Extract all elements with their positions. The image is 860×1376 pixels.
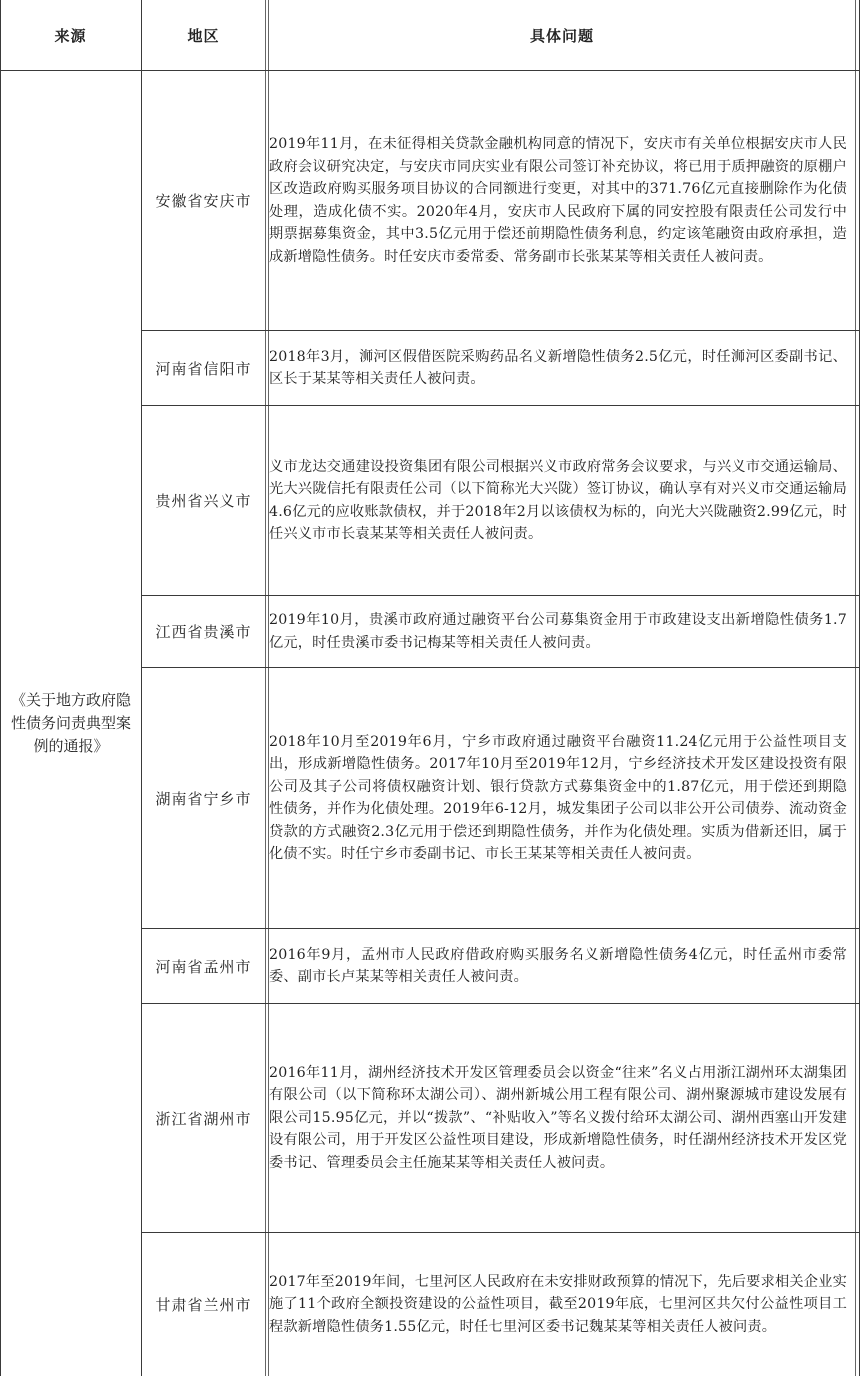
issue-text: 2019年10月，贵溪市政府通过融资平台公司募集资金用于市政建设支出新增隐性债务1.7亿元，时任贵溪市委书记梅某等相关责任人被问责。 — [269, 612, 847, 651]
table-row-issue — [269, 331, 855, 405]
issue-text: 2019年11月，在未征得相关贷款金融机构同意的情况下，安庆市有关单位根据安庆市人民政府会议研究决定，与安庆市同庆实业有限公司签订补充协议，将已用于质押融资的原棚户区改造政府购买服务项目协议的合同额进行变更，对其中的371.76亿元直接删除作为化债处理，造成化债不实。2020年4月，安庆市人民政府下属的同安控股有限责任公司发行中期票据募集资金，其中3.5亿元用于偿还前期隐性债务利息，约定该笔融资由政府承担，造成新增隐性债务。时任安庆市委常委、常务副市长张某某等相关责任人被问责。 — [269, 136, 847, 265]
table-row-issue — [269, 668, 855, 928]
table-row-region: 河南省孟州市 — [155, 957, 252, 976]
header-source: 来源 — [54, 26, 87, 45]
issue-text: 2016年11月，湖州经济技术开发区管理委员会以资金“往来”名义占用浙江湖州环太湖集团有限公司（以下简称环太湖公司）、湖州新城公用工程有限公司、湖州聚源城市建设发展有限公司15.95亿元，并以“拨款”、“补贴收入”等名义拨付给环太湖公司、湖州西塞山开发建设有限公司，用于开发区公益性项目建设，形成新增隐性债务，时任湖州经济技术开发区党委书记、管理委员会主任施某某等相关责任人被问责。 — [269, 1064, 847, 1171]
table-row-issue — [269, 1004, 855, 1232]
issue-text: 2016年9月，孟州市人民政府借政府购买服务名义新增隐性债务4亿元，时任孟州市委常委、副市长卢某某等相关责任人被问责。 — [269, 946, 847, 985]
source-cell — [1, 71, 141, 1376]
source-document-title: 《关于地方政府隐性债务问责典型案例的通报》 — [10, 691, 131, 755]
column-divider-issue-inner — [855, 0, 856, 1376]
table-row-region: 贵州省兴义市 — [155, 492, 252, 510]
table-row-region: 江西省贵溪市 — [155, 623, 252, 641]
table-row-region: 河南省信阳市 — [155, 359, 252, 378]
table-row-region: 甘肃省兰州市 — [155, 1296, 252, 1314]
table-row-issue — [269, 1233, 855, 1376]
header-issue: 具体问题 — [529, 26, 594, 45]
column-divider-region — [265, 0, 266, 1376]
table-row-region: 湖南省宁乡市 — [155, 789, 252, 808]
issue-text: 2018年10月至2019年6月，宁乡市政府通过融资平台融资11.24亿元用于公益性项目支出，形成新增隐性债务。2017年10月至2019年12月，宁乡经济技术开发区建设投资有限公司及其子公司将债权融资计划、银行贷款方式募集资金中的1.87亿元，用于偿还到期隐性债务，并作为化债处理。2019年6-12月，城发集团子公司以非公开公司债券、流动资金贷款的方式融资2.3亿元用于偿还到期隐性债务，并作为化债处理。实质为借新还旧，属于化债不实。时任宁乡市委副书记、市长王某某等相关责任人被问责。 — [269, 733, 847, 862]
issue-text: 义市龙达交通建设投资集团有限公司根据兴义市政府常务会议要求，与兴义市交通运输局、光大兴陇信托有限责任公司（以下简称光大兴陇）签订协议，确认享有对兴义市交通运输局4.6亿元的应收账款债权，并于2018年2月以该债权为标的，向光大兴陇融资2.99亿元，时任兴义市市长袁某某等相关责任人被问责。 — [269, 458, 847, 542]
table-row-issue — [269, 929, 855, 1003]
table-row-issue — [269, 406, 855, 595]
issue-text: 2017年至2019年间，七里河区人民政府在未安排财政预算的情况下，先后要求相关企业实施了11个政府全额投资建设的公益性项目，截至2019年底，七里河区共欠付公益性项目工程款新增隐性债务1.55亿元，时任七里河区委书记魏某某等相关责任人被问责。 — [269, 1273, 847, 1335]
issue-text: 2018年3月，浉河区假借医院采购药品名义新增隐性债务2.5亿元，时任浉河区委副书记、区长于某某等相关责任人被问责。 — [269, 348, 847, 387]
table-row-region: 浙江省湖州市 — [155, 1109, 252, 1128]
header-region: 地区 — [187, 26, 220, 45]
table-row-region: 安徽省安庆市 — [155, 192, 252, 210]
table-row-issue — [269, 596, 855, 667]
table-row-issue — [269, 71, 855, 330]
